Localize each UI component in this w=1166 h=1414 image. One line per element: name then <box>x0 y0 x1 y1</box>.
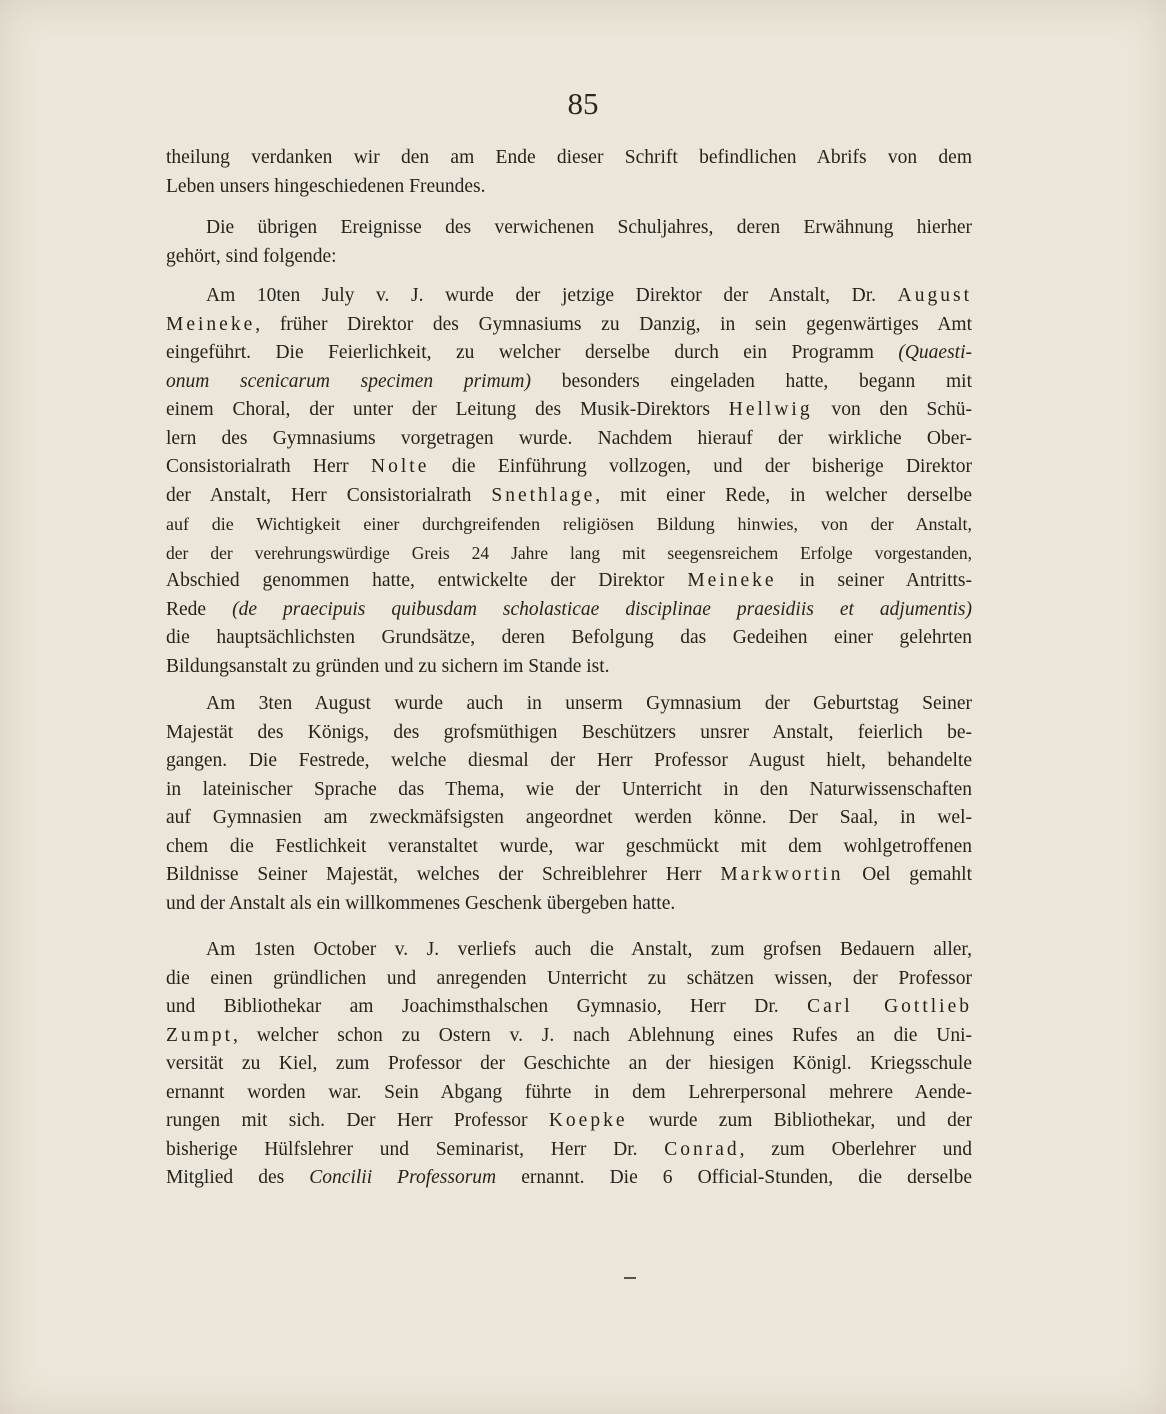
paragraph-2 <box>166 214 972 271</box>
text-line: der der verehrungswürdige Greis 24 Jahre lang mit seegensreichem Erfolge vorgestanden, <box>166 542 972 563</box>
text-line <box>166 567 972 596</box>
italic-title: (de praecipuis quibusdam scholasticae disciplinae praesidiis et adjumentis) <box>232 598 972 620</box>
text-line: Die übrigen Ereignisse des verwichenen Schuljahres, deren Erwähnung hierher <box>206 217 972 238</box>
italic-title: Concilii Professorum <box>309 1167 497 1188</box>
person-name: August <box>897 285 972 306</box>
text-segment: , welcher schon zu Ostern v. J. nach Ablehnung eines Rufes an die Uni- <box>233 1024 972 1046</box>
text-segment: Am 10ten July v. J. wurde der jetzige Direktor der Anstalt, Dr. <box>206 285 877 306</box>
text-line: ernannt worden war. Sein Abgang führte in dem Lehrerpersonal mehrere Aende- <box>166 1081 972 1103</box>
text-segment: Bildnisse Seiner Majestät, welches der Schreiblehrer Herr <box>166 864 702 885</box>
text-line <box>166 1164 972 1193</box>
page-number: 85 <box>567 86 599 121</box>
text-line: gehört, sind folgende: <box>166 245 337 267</box>
text-segment: Oel gemahlt <box>862 864 972 885</box>
text-segment: Abschied genommen hatte, entwickelte der Direktor <box>166 570 665 591</box>
text-line: die hauptsächlichsten Grundsätze, deren Befolgung das Gedeihen einer gelehrten <box>166 627 972 648</box>
text-segment: , mit einer Rede, in welcher derselbe <box>595 484 972 506</box>
text-line <box>166 339 972 368</box>
paragraph-5 <box>166 936 972 1193</box>
text-segment: wurde zum Bibliothekar, und der <box>648 1110 972 1131</box>
person-name: Snethlage <box>491 484 596 506</box>
text-line: auf Gymnasien am zweckmäfsigsten angeordnet werden könne. Der Saal, in wel- <box>166 807 972 828</box>
text-segment: Rede <box>166 598 207 620</box>
text-line: Am 1sten October v. J. verliefs auch die Anstalt, zum grofsen Bedauern aller, <box>206 939 972 960</box>
person-name: Nolte <box>371 456 430 477</box>
italic-title: onum scenicarum specimen primum) <box>166 370 532 392</box>
text-line <box>166 396 972 425</box>
text-segment: rungen mit sich. Der Herr Professor <box>166 1110 528 1131</box>
text-segment: bisherige Hülfslehrer und Seminarist, Herr Dr. <box>166 1138 638 1160</box>
person-name: Markwortin <box>720 864 844 885</box>
text-line <box>166 453 972 482</box>
text-line <box>166 482 972 511</box>
text-line: chem die Festlichkeit veranstaltet wurde, war geschmückt mit dem wohlgetroffenen <box>166 835 972 857</box>
text-line <box>166 993 972 1022</box>
text-line: Majestät des Königs, des grofsmüthigen Beschützers unsrer Anstalt, feierlich be- <box>166 721 972 743</box>
person-name: Conrad <box>664 1138 740 1160</box>
text-line <box>166 596 972 625</box>
text-line: versität zu Kiel, zum Professor der Geschichte an der hiesigen Königl. Kriegsschule <box>166 1053 972 1074</box>
text-line <box>166 1107 972 1136</box>
person-name: Zumpt <box>166 1024 233 1046</box>
text-line: Meineke, früher Direktor des Gymnasiums zu Danzig, in sein gegenwärtiges Amt <box>166 313 972 335</box>
text-segment: ernannt. Die 6 Official-Stunden, die derselbe <box>521 1167 972 1188</box>
text-line <box>166 861 972 890</box>
text-segment: früher Direktor des Gymnasiums zu Danzig, in sein gegenwärtiges Amt <box>279 313 972 335</box>
text-segment: und Bibliothekar am Joachimsthalschen Gymnasio, Herr Dr. <box>166 996 779 1017</box>
text-segment: der Anstalt, Herr Consistorialrath <box>166 484 472 506</box>
text-segment: Consistorialrath Herr <box>166 456 349 477</box>
text-line: auf die Wichtigkeit einer durchgreifenden religiösen Bildung hinwies, von der Anstalt, <box>166 514 972 534</box>
text-line: gangen. Die Festrede, welche diesmal der Herr Professor August hielt, behandelte <box>166 750 972 771</box>
text-line: lern des Gymnasiums vorgetragen wurde. Nachdem hierauf der wirkliche Ober- <box>166 427 972 449</box>
catchword-mark <box>624 1277 636 1279</box>
person-name: Meineke <box>687 570 777 591</box>
text-line <box>166 368 972 397</box>
paragraph-4 <box>166 690 972 918</box>
text-line: Leben unsers hingeschiedenen Freundes. <box>166 175 486 197</box>
text-line: Am 3ten August wurde auch in unserm Gymnasium der Geburtstag Seiner <box>206 693 972 714</box>
text-segment: einem Choral, der unter der Leitung des Musik-Direktors <box>166 399 710 420</box>
text-segment: eingeführt. Die Feierlichkeit, zu welcher derselbe durch ein Programm <box>166 342 874 363</box>
text-line <box>166 1022 972 1051</box>
paragraph-3 <box>166 282 972 681</box>
person-name: Meineke <box>166 313 256 335</box>
text-line: die einen gründlichen und anregenden Unterricht zu schätzen wissen, der Professor <box>166 967 972 989</box>
text-segment: , zum Oberlehrer und <box>739 1138 972 1160</box>
text-segment: die Einführung vollzogen, und der bisherige Direktor <box>451 456 972 477</box>
person-name: Carl Gottlieb <box>807 996 972 1017</box>
person-name: Hellwig <box>728 399 813 420</box>
person-name: Koepke <box>548 1110 628 1131</box>
text-line: Bildungsanstalt zu gründen und zu sichern im Stande ist. <box>166 655 610 677</box>
text-line <box>166 1136 972 1165</box>
text-line: in lateinischer Sprache das Thema, wie der Unterricht in den Naturwissenschaften <box>166 778 972 800</box>
italic-title: (Quaesti- <box>898 342 972 363</box>
text-line: und der Anstalt als ein willkommenes Geschenk übergeben hatte. <box>166 892 676 914</box>
text-segment: Mitglied des <box>166 1167 285 1188</box>
text-line <box>166 282 972 311</box>
text-segment: von den Schü- <box>831 399 972 420</box>
text-line: theilung verdanken wir den am Ende dieser Schrift befindlichen Abrifs von dem <box>166 147 972 168</box>
text-segment: besonders eingeladen hatte, begann mit <box>561 370 972 392</box>
paragraph-1 <box>166 144 972 201</box>
text-segment: in seiner Antritts- <box>799 570 972 591</box>
